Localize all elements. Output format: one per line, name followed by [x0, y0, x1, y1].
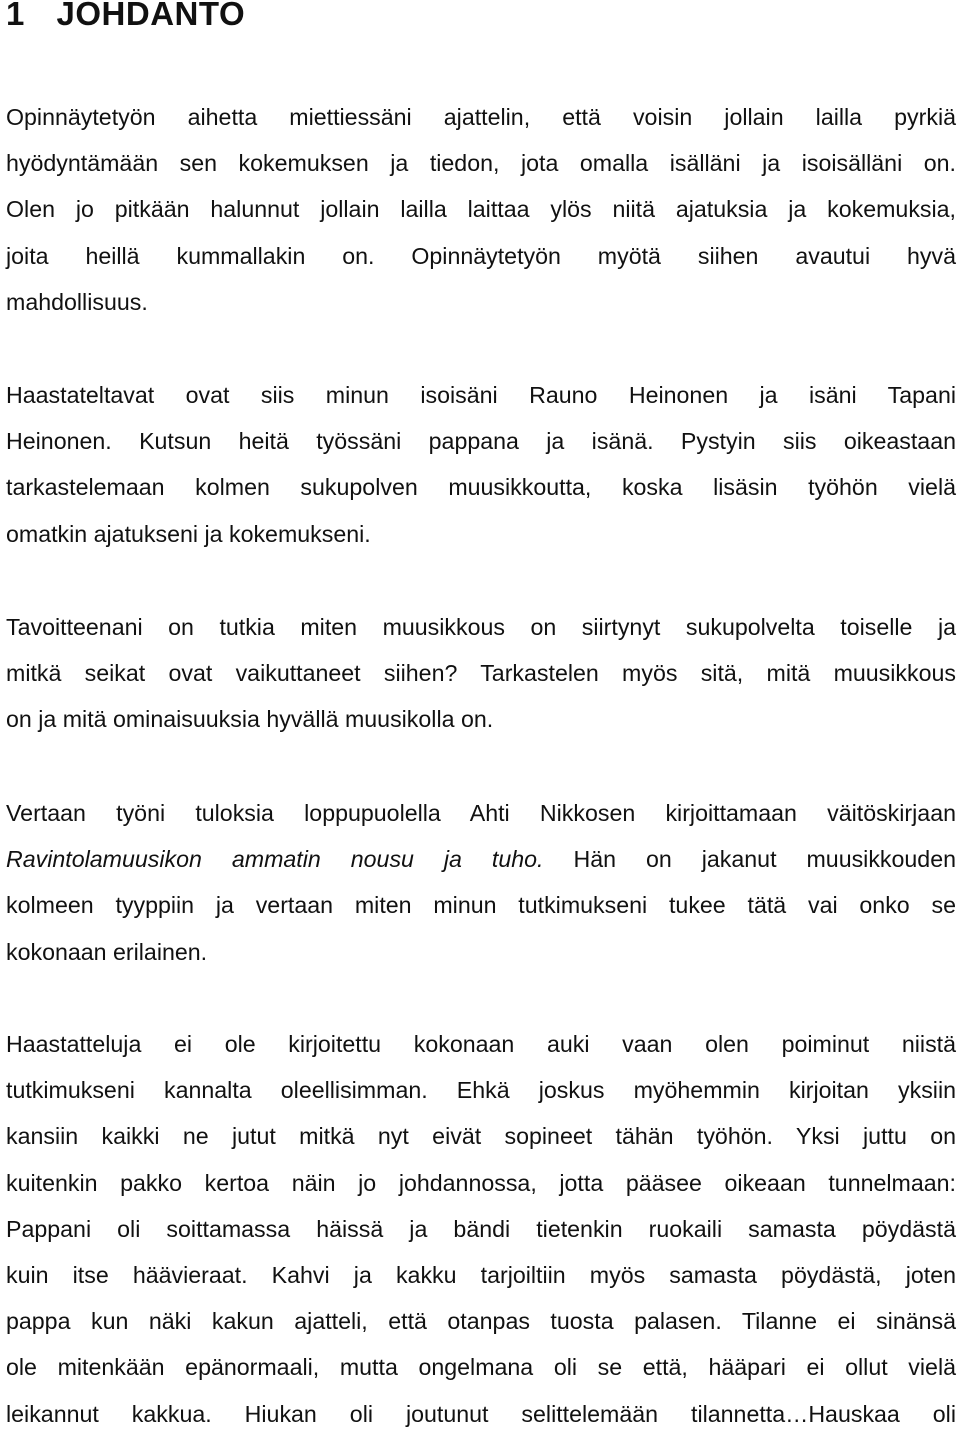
- paragraph-line: Haastatteluja ei ole kirjoitettu kokonaan auki vaan olen poiminut niistä: [6, 1031, 956, 1057]
- paragraph-line: ole mitenkään epänormaali, mutta ongelmana oli se että, hääpari ei ollut vielä: [6, 1354, 956, 1381]
- paragraph-line: on ja mitä ominaisuuksia hyvällä muusikolla on.: [6, 706, 494, 733]
- paragraph-line: tutkimukseni kannalta oleellisimman. Ehkä joskus myöhemmin kirjoitan yksiin: [6, 1077, 956, 1104]
- paragraph-line: Haastateltavat ovat siis minun isoisäni Rauno Heinonen ja isäni Tapani: [6, 382, 956, 408]
- paragraph-line: omatkin ajatukseni ja kokemukseni.: [6, 520, 371, 547]
- paragraph-line: kuin itse häävieraat. Kahvi ja kakku tarjoiltiin myös samasta pöydästä, joten: [6, 1262, 956, 1289]
- paragraph-line-continuation: Hän on jakanut muusikkouden: [543, 846, 956, 873]
- paragraph-line: leikannut kakkua. Hiukan oli joutunut selittelemään tilannetta…Hauskaa oli: [6, 1400, 956, 1427]
- paragraph-5: [6, 1021, 956, 1437]
- paragraph-4: [6, 790, 956, 975]
- paragraph-line: kuitenkin pakko kertoa näin jo johdannossa, jotta pääsee oikeaan tunnelmaan:: [6, 1169, 956, 1196]
- chapter-title: JOHDANTO: [56, 0, 246, 32]
- paragraph-line: Vertaan työni tuloksia loppupuolella Ahti Nikkosen kirjoittamaan väitöskirjaan: [6, 800, 956, 826]
- paragraph-line: Pappani oli soittamassa häissä ja bändi tietenkin ruokaili samasta pöydästä: [6, 1215, 956, 1242]
- paragraph-line: pappa kun näki kakun ajatteli, että otanpas tuosta palasen. Tilanne ei sinänsä: [6, 1308, 956, 1335]
- paragraph-line: kansiin kaikki ne jutut mitkä nyt eivät sopineet tähän työhön. Yksi juttu on: [6, 1123, 956, 1150]
- paragraph-line: Tavoitteenani on tutkia miten muusikkous on siirtynyt sukupolvelta toiselle ja: [6, 614, 956, 640]
- paragraph-line: Heinonen. Kutsun heitä työssäni pappana ja isänä. Pystyin siis oikeastaan: [6, 428, 956, 455]
- paragraph-2: [6, 372, 956, 557]
- paragraph-line: Olen jo pitkään halunnut jollain lailla laittaa ylös niitä ajatuksia ja kokemuksia,: [6, 196, 956, 223]
- paragraph-line: joita heillä kummallakin on. Opinnäytetyön myötä siihen avautui hyvä: [6, 242, 956, 269]
- paragraph-line: Opinnäytetyön aihetta miettiessäni ajattelin, että voisin jollain lailla pyrkiä: [6, 104, 956, 130]
- paragraph-line: mitkä seikat ovat vaikuttaneet siihen? Tarkastelen myös sitä, mitä muusikkous: [6, 660, 956, 687]
- chapter-heading: [6, 0, 245, 30]
- paragraph-line-with-title: [6, 836, 956, 882]
- paragraph-1: [6, 94, 956, 325]
- chapter-number: 1: [6, 0, 25, 32]
- paragraph-line: mahdollisuus.: [6, 288, 148, 315]
- paragraph-line: kolmeen tyyppiin ja vertaan miten minun tutkimukseni tukee tätä vai onko se: [6, 892, 956, 919]
- paragraph-line: tarkastelemaan kolmen sukupolven muusikkoutta, koska lisäsin työhön vielä: [6, 474, 956, 501]
- dissertation-title: Ravintolamuusikon ammatin nousu ja tuho.: [6, 846, 544, 873]
- paragraph-3: [6, 604, 956, 743]
- paragraph-line: hyödyntämään sen kokemuksen ja tiedon, jota omalla isälläni ja isoisälläni on.: [6, 150, 956, 177]
- paragraph-line: kokonaan erilainen.: [6, 938, 208, 965]
